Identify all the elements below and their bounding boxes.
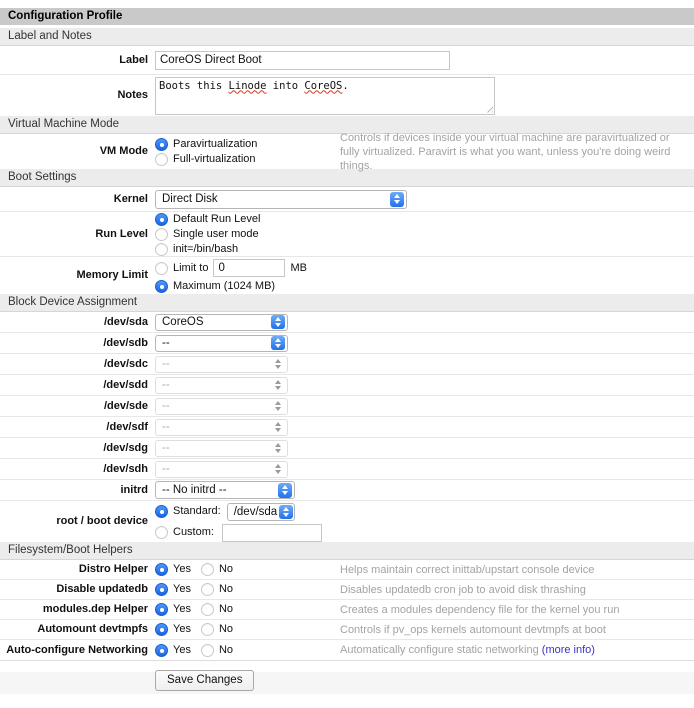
vm-mode-help-text: Controls if devices inside your virtual machine are paravirtualized or fully virtualized. Paravirt is what you want, unless you're doing weird things.: [340, 131, 671, 172]
standard-root-radio-label[interactable]: Standard:: [173, 505, 221, 517]
modules-dep-helper-label: modules.dep Helper: [42, 603, 148, 615]
device-sdh-select: --: [155, 461, 288, 478]
single-user-mode-radio[interactable]: [155, 228, 168, 241]
initrd-label: initrd: [120, 483, 148, 496]
helper-row-devtmpfs: Automount devtmpfs Yes No Controls if pv_ops kernels automount devtmpfs at boot: [0, 620, 694, 640]
automount-devtmpfs-yes-radio[interactable]: [155, 623, 168, 636]
limit-to-radio-label[interactable]: Limit to: [173, 261, 209, 274]
helper-row-networking: Auto-configure Networking Yes No Automatically configure static networking (more info): [0, 640, 694, 660]
section-block-device-assignment: Block Device Assignment: [0, 294, 694, 312]
standard-root-radio[interactable]: [155, 505, 168, 518]
automount-devtmpfs-label: Automount devtmpfs: [37, 623, 148, 635]
device-sde-select: --: [155, 398, 288, 415]
select-arrows-icon: [390, 192, 404, 207]
maximum-memory-radio[interactable]: [155, 280, 168, 293]
default-run-level-radio-label[interactable]: Default Run Level: [173, 212, 261, 225]
section-filesystem-boot-helpers: Filesystem/Boot Helpers: [0, 542, 694, 560]
initrd-row: [0, 480, 694, 501]
device-sdf-label: /dev/sdf: [106, 420, 148, 433]
footer-bar: [0, 660, 694, 694]
device-sdd-label: /dev/sdd: [103, 378, 148, 391]
device-row-sdc: [0, 354, 694, 375]
single-user-mode-radio-label[interactable]: Single user mode: [173, 227, 259, 240]
kernel-select[interactable]: [155, 190, 407, 209]
device-sdf-select: --: [155, 419, 288, 436]
init-bin-bash-radio[interactable]: [155, 243, 168, 256]
helper-row-updatedb: Disable updatedb Yes No Disables updatedb cron job to avoid disk thrashing: [0, 580, 694, 600]
distro-helper-label: Distro Helper: [78, 563, 148, 575]
auto-configure-networking-help-text: Automatically configure static networking (more info): [340, 644, 595, 656]
maximum-memory-radio-label[interactable]: Maximum (1024 MB): [173, 279, 276, 292]
save-changes-button[interactable]: Save Changes: [155, 670, 254, 691]
top-spacer: [0, 0, 694, 8]
custom-root-input[interactable]: [222, 524, 322, 542]
device-row-sde: [0, 396, 694, 417]
helper-row-modules-dep: modules.dep Helper Yes No Creates a modules dependency file for the kernel you run: [0, 600, 694, 620]
disable-updatedb-no-radio[interactable]: [201, 583, 214, 596]
paravirtualization-radio[interactable]: [155, 138, 168, 151]
kernel-row: [0, 187, 694, 211]
paravirtualization-radio-label[interactable]: Paravirtualization: [173, 137, 258, 150]
memory-limit-row: [0, 257, 694, 294]
device-sdh-label: /dev/sdh: [103, 462, 148, 475]
device-sdg-label: /dev/sdg: [103, 441, 148, 454]
select-arrows-icon: [271, 378, 285, 392]
root-boot-device-row: [0, 501, 694, 542]
device-sde-label: /dev/sde: [103, 399, 148, 412]
initrd-select[interactable]: -- No initrd --: [155, 481, 295, 499]
device-sda-label: /dev/sda: [103, 315, 148, 328]
label-field-label: Label: [119, 53, 148, 66]
select-arrows-icon: [271, 336, 285, 350]
default-run-level-radio[interactable]: [155, 213, 168, 226]
label-row: [0, 46, 694, 74]
device-sdb-select[interactable]: --: [155, 335, 288, 352]
root-boot-device-label: root / boot device: [56, 515, 148, 527]
select-arrows-icon: [271, 441, 285, 455]
distro-helper-yes-radio[interactable]: [155, 563, 168, 576]
vm-mode-label: VM Mode: [99, 145, 148, 157]
helper-row-distro: Distro Helper Yes No Helps maintain correct inittab/upstart console device: [0, 560, 694, 580]
device-row-sdd: [0, 375, 694, 396]
run-level-row: [0, 212, 694, 256]
notes-field-label: Notes: [117, 89, 148, 101]
full-virtualization-radio[interactable]: [155, 153, 168, 166]
device-sdd-select: --: [155, 377, 288, 394]
resize-grip-icon[interactable]: [484, 104, 493, 113]
modules-dep-no-radio[interactable]: [201, 603, 214, 616]
automount-devtmpfs-no-radio[interactable]: [201, 623, 214, 636]
section-virtual-machine-mode: Virtual Machine Mode: [0, 116, 694, 134]
device-row-sdf: [0, 417, 694, 438]
label-input[interactable]: [155, 51, 450, 70]
notes-row: [0, 75, 694, 116]
device-sdc-label: /dev/sdc: [103, 357, 148, 370]
memory-limit-input[interactable]: [213, 259, 285, 277]
memory-limit-unit: MB: [290, 261, 307, 274]
auto-configure-networking-label: Auto-configure Networking: [6, 643, 148, 656]
select-arrows-icon: [278, 483, 292, 498]
disable-updatedb-help-text: Disables updatedb cron job to avoid disk thrashing: [340, 583, 586, 596]
select-arrows-icon: [271, 420, 285, 434]
select-arrows-icon: [271, 357, 285, 371]
notes-textarea[interactable]: Boots this Linode into CoreOS.: [155, 77, 495, 115]
distro-helper-help-text: Helps maintain correct inittab/upstart console device: [340, 563, 595, 576]
device-row-sdg: [0, 438, 694, 459]
run-level-label: Run Level: [95, 227, 148, 240]
select-arrows-icon: [271, 462, 285, 476]
section-label-and-notes: Label and Notes: [0, 28, 694, 46]
init-bin-bash-radio-label[interactable]: init=/bin/bash: [173, 242, 239, 255]
kernel-select-value: Direct Disk: [162, 193, 218, 205]
auto-configure-networking-yes-radio[interactable]: [155, 644, 168, 657]
auto-configure-networking-no-radio[interactable]: [201, 644, 214, 657]
disable-updatedb-yes-radio[interactable]: [155, 583, 168, 596]
select-arrows-icon: [279, 505, 293, 519]
modules-dep-help-text: Creates a modules dependency file for the kernel you run: [340, 603, 620, 616]
custom-root-radio[interactable]: [155, 526, 168, 539]
memory-limit-label: Memory Limit: [76, 269, 148, 281]
limit-to-radio[interactable]: [155, 262, 168, 275]
select-arrows-icon: [271, 399, 285, 413]
device-sda-select[interactable]: CoreOS: [155, 314, 288, 331]
custom-root-radio-label[interactable]: Custom:: [173, 526, 214, 538]
device-sdc-select: --: [155, 356, 288, 373]
section-boot-settings: Boot Settings: [0, 169, 694, 187]
device-row-sdh: [0, 459, 694, 480]
device-sdb-label: /dev/sdb: [103, 336, 148, 349]
distro-helper-no-radio[interactable]: [201, 563, 214, 576]
page-title: Configuration Profile: [0, 8, 694, 25]
disable-updatedb-label: Disable updatedb: [56, 583, 148, 595]
automount-devtmpfs-help-text: Controls if pv_ops kernels automount devtmpfs at boot: [340, 623, 606, 636]
kernel-label: Kernel: [113, 192, 148, 205]
select-arrows-icon: [271, 315, 285, 329]
vm-mode-row: [0, 131, 694, 172]
device-row-sda: [0, 312, 694, 333]
modules-dep-yes-radio[interactable]: [155, 603, 168, 616]
standard-root-select[interactable]: /dev/sda: [227, 503, 295, 521]
device-sdg-select: --: [155, 440, 288, 457]
device-row-sdb: [0, 333, 694, 354]
full-virtualization-radio-label[interactable]: Full-virtualization: [173, 152, 256, 165]
more-info-link[interactable]: (more info): [541, 644, 595, 656]
